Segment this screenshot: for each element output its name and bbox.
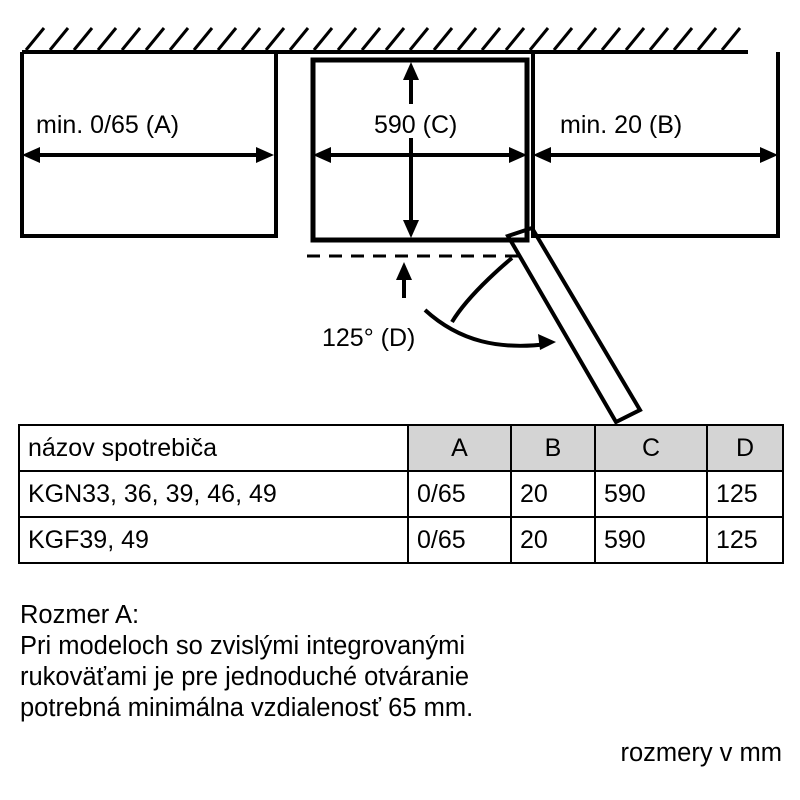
niche-depth-arrow — [403, 62, 419, 238]
table-cell-model: KGN33, 36, 39, 46, 49 — [19, 471, 408, 517]
dimension-b-arrow — [533, 147, 778, 163]
dimension-b-label: min. 20 (B) — [560, 111, 683, 139]
dimension-d-label: 125° (D) — [322, 324, 416, 352]
note-line-4: potrebná minimálna vzdialenosť 65 mm. — [20, 694, 474, 722]
dimension-c-label: 590 (C) — [374, 111, 458, 139]
note-line-2: Pri modeloch so zvislými integrovanými — [20, 632, 465, 660]
note-line-1: Rozmer A: — [20, 601, 140, 629]
table-cell-d: 125 — [707, 471, 783, 517]
table-header-name: názov spotrebiča — [19, 425, 408, 471]
table-header-d: D — [707, 425, 783, 471]
dimensions-table — [18, 424, 784, 564]
dimension-c-width-arrow — [313, 147, 527, 163]
wall-hatching — [22, 28, 748, 52]
table-header-c: C — [595, 425, 707, 471]
table-cell-c: 590 — [595, 517, 707, 563]
table-cell-b: 20 — [511, 517, 595, 563]
table-cell-c: 590 — [595, 471, 707, 517]
right-cabinet-outline — [533, 52, 778, 236]
table-cell-model: KGF39, 49 — [19, 517, 408, 563]
table-cell-d: 125 — [707, 517, 783, 563]
table-cell-a: 0/65 — [408, 517, 511, 563]
dimension-a-label: min. 0/65 (A) — [36, 111, 180, 139]
note-line-3: rukoväťami je pre jednoduché otváranie — [20, 663, 470, 691]
open-door-panel — [508, 228, 640, 422]
table-row — [19, 471, 783, 517]
notes-block — [20, 600, 782, 769]
units-footer: rozmery v mm — [620, 739, 782, 767]
table-header-a: A — [408, 425, 511, 471]
left-cabinet-outline — [22, 52, 276, 236]
table-cell-a: 0/65 — [408, 471, 511, 517]
table-header-row — [19, 425, 783, 471]
appliance-niche-outline — [313, 60, 527, 240]
table-header-b: B — [511, 425, 595, 471]
table-cell-b: 20 — [511, 471, 595, 517]
table-row — [19, 517, 783, 563]
dimension-a-arrow — [22, 147, 274, 163]
